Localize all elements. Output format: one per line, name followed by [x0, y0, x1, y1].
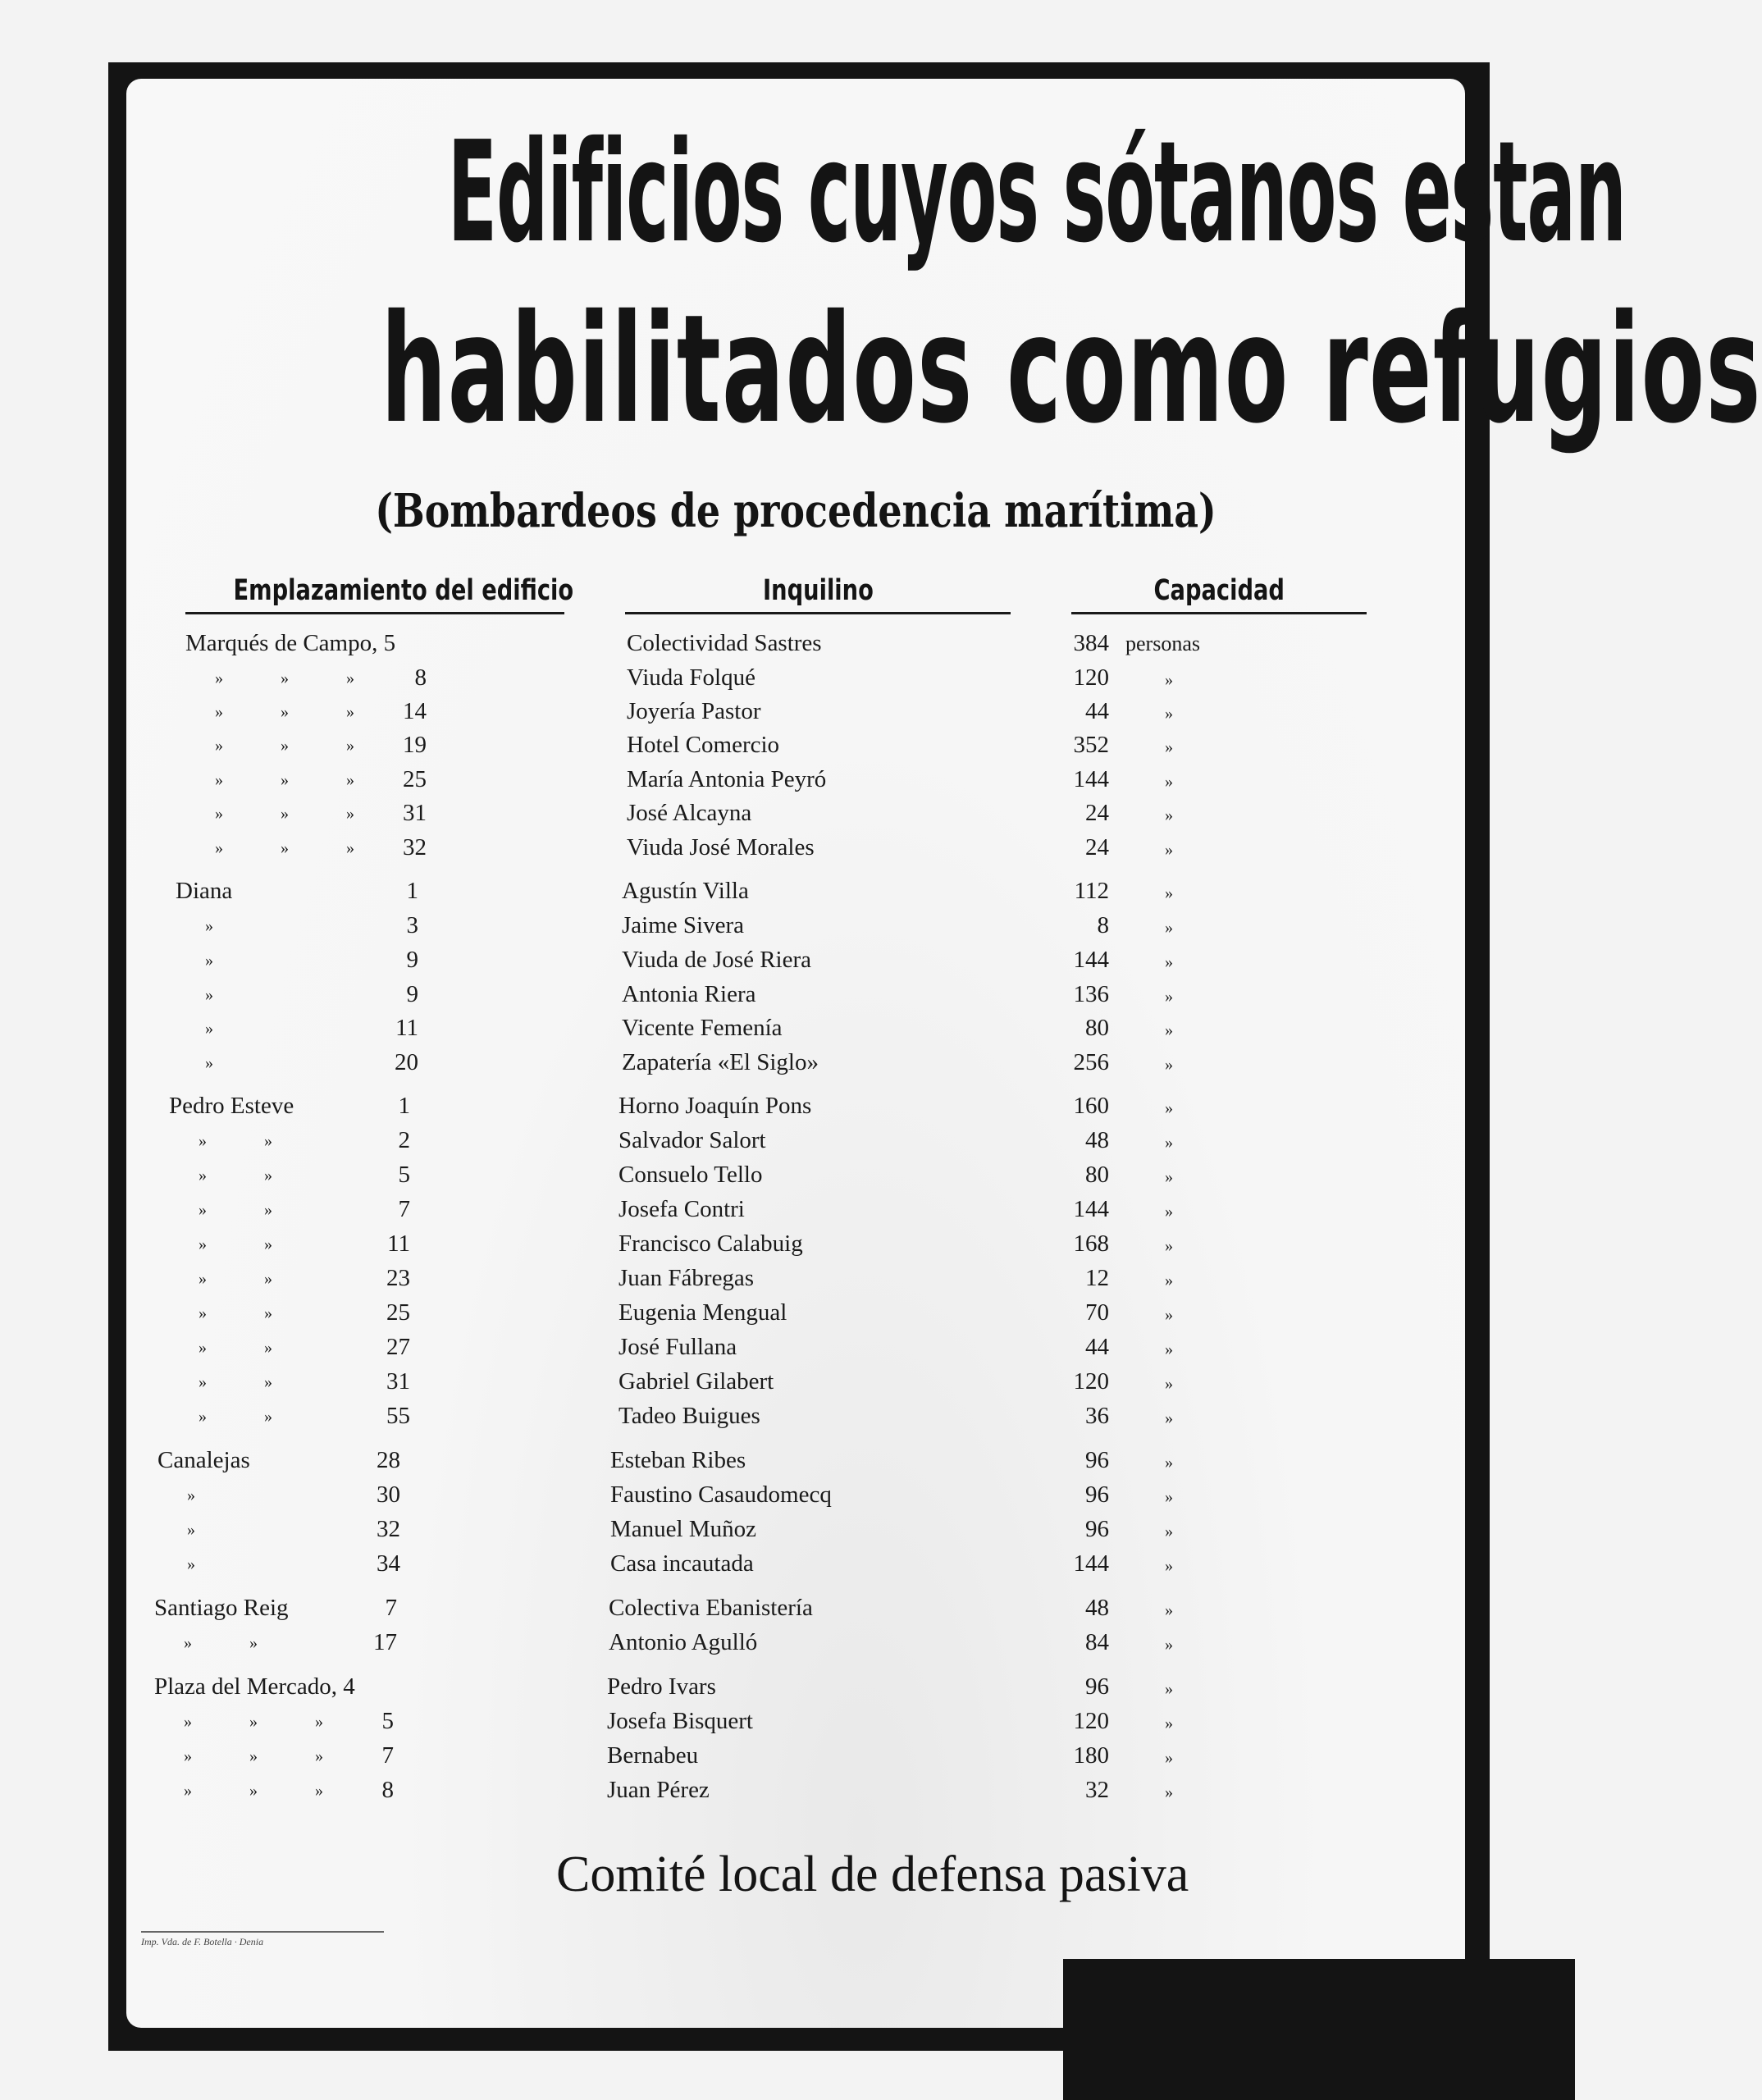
tenant-name: Faustino Casaudomecq — [610, 1481, 832, 1508]
capacity-value: 80 — [1085, 1162, 1109, 1188]
street-number: 8 — [414, 664, 427, 691]
ditto-mark: » — [281, 669, 289, 687]
ditto-mark: » — [264, 1201, 272, 1219]
capacity-unit: » — [1165, 705, 1173, 723]
tenant-name: Josefa Contri — [619, 1196, 745, 1222]
ditto-mark: » — [215, 703, 223, 721]
capacity-value: 80 — [1085, 1015, 1109, 1041]
capacity-value: 256 — [1073, 1049, 1109, 1075]
table-row — [0, 1196, 1575, 1229]
ditto-mark: » — [281, 839, 289, 857]
street-number: 7 — [398, 1196, 410, 1222]
table-row — [0, 630, 1575, 663]
ditto-mark: » — [264, 1132, 272, 1150]
capacity-value: 112 — [1074, 878, 1109, 904]
capacity-unit: » — [1165, 1237, 1173, 1255]
tenant-name: Pedro Ivars — [607, 1673, 716, 1700]
capacity-value: 44 — [1085, 698, 1109, 724]
table-row — [0, 766, 1575, 799]
tenant-name: Manuel Muñoz — [610, 1516, 756, 1542]
table-row — [0, 834, 1575, 867]
column-header-location: Emplazamiento del edificio — [185, 574, 564, 614]
table-row — [0, 1673, 1575, 1706]
capacity-value: 120 — [1073, 664, 1109, 691]
tenant-name: José Alcayna — [627, 800, 752, 826]
tenant-name: Juan Pérez — [607, 1777, 710, 1803]
ditto-mark: » — [281, 771, 289, 789]
street-name: Canalejas — [157, 1447, 250, 1473]
poster-title-line-1: Edificios cuyos sótanos estan — [447, 112, 1626, 274]
ditto-mark: » — [264, 1408, 272, 1426]
capacity-unit: » — [1165, 671, 1173, 689]
ditto-mark: » — [205, 1054, 213, 1072]
capacity-unit: » — [1165, 1306, 1173, 1324]
ditto-mark: » — [215, 839, 223, 857]
capacity-unit: » — [1165, 1557, 1173, 1575]
ditto-mark: » — [264, 1166, 272, 1185]
ditto-mark: » — [187, 1486, 195, 1504]
capacity-unit: » — [1165, 1021, 1173, 1039]
capacity-unit: » — [1165, 806, 1173, 824]
tenant-name: Bernabeu — [607, 1742, 699, 1769]
ditto-mark: » — [199, 1304, 207, 1322]
table-row — [0, 1230, 1575, 1263]
capacity-value: 84 — [1085, 1629, 1109, 1655]
capacity-unit: » — [1165, 1099, 1173, 1117]
ditto-mark: » — [264, 1270, 272, 1288]
capacity-unit: » — [1165, 1409, 1173, 1427]
capacity-unit: » — [1165, 1522, 1173, 1541]
table-row — [0, 1299, 1575, 1332]
table-row — [0, 1447, 1575, 1480]
street-name: Santiago Reig — [154, 1595, 289, 1621]
capacity-value: 48 — [1085, 1127, 1109, 1153]
ditto-mark: » — [315, 1782, 323, 1800]
ditto-mark: » — [199, 1270, 207, 1288]
street-number: 23 — [386, 1265, 410, 1291]
capacity-unit: » — [1165, 1749, 1173, 1767]
ditto-mark: » — [199, 1408, 207, 1426]
capacity-unit: » — [1165, 1056, 1173, 1074]
table-row — [0, 1595, 1575, 1628]
capacity-unit: » — [1165, 1783, 1173, 1801]
table-row — [0, 1049, 1575, 1082]
ditto-mark: » — [184, 1713, 192, 1731]
capacity-value: 168 — [1073, 1230, 1109, 1257]
tenant-name: Antonio Agulló — [609, 1629, 758, 1655]
street-number: 9 — [406, 981, 418, 1007]
capacity-unit: » — [1165, 884, 1173, 902]
capacity-unit: » — [1165, 1340, 1173, 1358]
table-row — [0, 1093, 1575, 1125]
ditto-mark: » — [184, 1634, 192, 1652]
capacity-unit: » — [1165, 1680, 1173, 1698]
capacity-value: 352 — [1073, 732, 1109, 758]
capacity-value: 70 — [1085, 1299, 1109, 1326]
table-row — [0, 1162, 1575, 1194]
tenant-name: Eugenia Mengual — [619, 1299, 787, 1326]
capacity-value: 180 — [1073, 1742, 1109, 1769]
capacity-value: 24 — [1085, 800, 1109, 826]
capacity-value: 96 — [1085, 1481, 1109, 1508]
ditto-mark: » — [315, 1747, 323, 1765]
ditto-mark: » — [281, 737, 289, 755]
ditto-mark: » — [264, 1339, 272, 1357]
ditto-mark: » — [264, 1373, 272, 1391]
table-row — [0, 1403, 1575, 1436]
table-row — [0, 1742, 1575, 1775]
tenant-name: Joyería Pastor — [627, 698, 761, 724]
issuer-signature: Comité local de defensa pasiva — [556, 1847, 1189, 1902]
table-row — [0, 1334, 1575, 1367]
street-number: 32 — [377, 1516, 400, 1542]
capacity-unit: » — [1165, 1488, 1173, 1506]
ditto-mark: » — [199, 1235, 207, 1253]
ditto-mark: » — [215, 771, 223, 789]
capacity-value: 12 — [1085, 1265, 1109, 1291]
tenant-name: Francisco Calabuig — [619, 1230, 803, 1257]
capacity-value: 96 — [1085, 1516, 1109, 1542]
column-header-tenant: Inquilino — [625, 574, 1011, 614]
capacity-value: 8 — [1097, 912, 1109, 938]
ditto-mark: » — [205, 952, 213, 970]
street-number: 34 — [377, 1550, 400, 1577]
street-number: 8 — [381, 1777, 394, 1803]
capacity-unit: personas — [1125, 632, 1200, 655]
tenant-name: Zapatería «El Siglo» — [622, 1049, 819, 1075]
capacity-value: 36 — [1085, 1403, 1109, 1429]
capacity-value: 32 — [1085, 1777, 1109, 1803]
table-row — [0, 1777, 1575, 1810]
table-row — [0, 732, 1575, 765]
ditto-mark: » — [315, 1713, 323, 1731]
table-row — [0, 878, 1575, 911]
table-row — [0, 1015, 1575, 1048]
capacity-unit: » — [1165, 1636, 1173, 1654]
capacity-value: 144 — [1073, 947, 1109, 973]
ditto-mark: » — [199, 1132, 207, 1150]
tenant-name: Consuelo Tello — [619, 1162, 763, 1188]
capacity-unit: » — [1165, 1714, 1173, 1732]
tenant-name: Viuda Folqué — [627, 664, 755, 691]
tenant-name: Colectiva Ebanistería — [609, 1595, 813, 1621]
tenant-name: Casa incautada — [610, 1550, 754, 1577]
ditto-mark: » — [346, 805, 354, 823]
capacity-value: 48 — [1085, 1595, 1109, 1621]
street-number: 1 — [398, 1093, 410, 1119]
capacity-unit: » — [1165, 1203, 1173, 1221]
tenant-name: Agustín Villa — [622, 878, 749, 904]
capacity-value: 120 — [1073, 1708, 1109, 1734]
ditto-mark: » — [199, 1373, 207, 1391]
tenant-name: Gabriel Gilabert — [619, 1368, 774, 1395]
table-row — [0, 1127, 1575, 1160]
ditto-mark: » — [215, 669, 223, 687]
column-header-capacity: Capacidad — [1071, 574, 1367, 614]
street-number: 1 — [406, 878, 418, 904]
capacity-value: 120 — [1073, 1368, 1109, 1395]
capacity-unit: » — [1165, 1454, 1173, 1472]
ditto-mark: » — [264, 1235, 272, 1253]
capacity-value: 144 — [1073, 1196, 1109, 1222]
street-number: 11 — [387, 1230, 410, 1257]
street-name: Diana — [176, 878, 233, 904]
street-number: 2 — [398, 1127, 410, 1153]
ditto-mark: » — [199, 1166, 207, 1185]
capacity-value: 44 — [1085, 1334, 1109, 1360]
ditto-mark: » — [184, 1782, 192, 1800]
table-row — [0, 981, 1575, 1014]
street-name: Pedro Esteve — [169, 1093, 294, 1119]
tenant-name: Viuda de José Riera — [622, 947, 811, 973]
poster-title-line-2: habilitados como refugios — [381, 282, 1762, 456]
tenant-name: Juan Fábregas — [619, 1265, 755, 1291]
ditto-mark: » — [281, 703, 289, 721]
capacity-unit: » — [1165, 1134, 1173, 1152]
table-row — [0, 1265, 1575, 1298]
street-name: Marqués de Campo, 5 — [185, 630, 396, 656]
printer-mark: Imp. Vda. de F. Botella · Denia — [141, 1931, 384, 1948]
tenant-name: Antonia Riera — [622, 981, 756, 1007]
tenant-name: María Antonia Peyró — [627, 766, 827, 792]
ditto-mark: » — [184, 1747, 192, 1765]
ditto-mark: » — [249, 1634, 258, 1652]
ditto-mark: » — [281, 805, 289, 823]
street-number: 32 — [403, 834, 427, 861]
ditto-mark: » — [346, 771, 354, 789]
table-row — [0, 912, 1575, 945]
street-number: 25 — [386, 1299, 410, 1326]
street-number: 31 — [403, 800, 427, 826]
background-object — [1063, 1959, 1575, 2100]
table-row — [0, 1629, 1575, 1662]
ditto-mark: » — [199, 1339, 207, 1357]
street-number: 5 — [398, 1162, 410, 1188]
tenant-name: Horno Joaquín Pons — [619, 1093, 812, 1119]
tenant-name: Salvador Salort — [619, 1127, 766, 1153]
tenant-name: Vicente Femenía — [622, 1015, 783, 1041]
capacity-value: 160 — [1073, 1093, 1109, 1119]
capacity-unit: » — [1165, 1168, 1173, 1186]
ditto-mark: » — [346, 669, 354, 687]
capacity-value: 96 — [1085, 1447, 1109, 1473]
ditto-mark: » — [264, 1304, 272, 1322]
capacity-unit: » — [1165, 953, 1173, 971]
street-number: 20 — [395, 1049, 418, 1075]
tenant-name: Josefa Bisquert — [607, 1708, 753, 1734]
street-number: 27 — [386, 1334, 410, 1360]
capacity-value: 144 — [1073, 766, 1109, 792]
street-number: 5 — [381, 1708, 394, 1734]
street-number: 28 — [377, 1447, 400, 1473]
tenant-name: Tadeo Buigues — [619, 1403, 760, 1429]
capacity-unit: » — [1165, 988, 1173, 1006]
table-row — [0, 698, 1575, 731]
tenant-name: José Fullana — [619, 1334, 737, 1360]
street-number: 9 — [406, 947, 418, 973]
ditto-mark: » — [199, 1201, 207, 1219]
capacity-unit: » — [1165, 841, 1173, 859]
street-number: 7 — [385, 1595, 397, 1621]
street-number: 55 — [386, 1403, 410, 1429]
ditto-mark: » — [346, 839, 354, 857]
ditto-mark: » — [187, 1555, 195, 1573]
table-row — [0, 1481, 1575, 1514]
table-row — [0, 947, 1575, 979]
street-number: 19 — [403, 732, 427, 758]
tenant-name: Colectividad Sastres — [627, 630, 822, 656]
street-number: 25 — [403, 766, 427, 792]
ditto-mark: » — [249, 1782, 258, 1800]
capacity-unit: » — [1165, 773, 1173, 791]
capacity-unit: » — [1165, 738, 1173, 756]
street-number: 7 — [381, 1742, 394, 1769]
capacity-unit: » — [1165, 1271, 1173, 1290]
table-row — [0, 1516, 1575, 1549]
capacity-value: 144 — [1073, 1550, 1109, 1577]
ditto-mark: » — [346, 737, 354, 755]
ditto-mark: » — [215, 805, 223, 823]
tenant-name: Viuda José Morales — [627, 834, 815, 861]
capacity-value: 384 — [1073, 630, 1109, 656]
table-row — [0, 800, 1575, 833]
street-number: 11 — [395, 1015, 418, 1041]
street-number: 17 — [373, 1629, 397, 1655]
table-row — [0, 1708, 1575, 1741]
capacity-value: 24 — [1085, 834, 1109, 861]
ditto-mark: » — [215, 737, 223, 755]
capacity-value: 136 — [1073, 981, 1109, 1007]
capacity-value: 96 — [1085, 1673, 1109, 1700]
ditto-mark: » — [205, 1020, 213, 1038]
table-row — [0, 1368, 1575, 1401]
capacity-unit: » — [1165, 1601, 1173, 1619]
capacity-unit: » — [1165, 1375, 1173, 1393]
tenant-name: Jaime Sivera — [622, 912, 744, 938]
ditto-mark: » — [249, 1747, 258, 1765]
tenant-name: Esteban Ribes — [610, 1447, 746, 1473]
ditto-mark: » — [205, 917, 213, 935]
ditto-mark: » — [249, 1713, 258, 1731]
table-row — [0, 1550, 1575, 1583]
tenant-name: Hotel Comercio — [627, 732, 780, 758]
ditto-mark: » — [346, 703, 354, 721]
street-name: Plaza del Mercado, 4 — [154, 1673, 355, 1700]
street-number: 30 — [377, 1481, 400, 1508]
ditto-mark: » — [205, 986, 213, 1004]
street-number: 14 — [403, 698, 427, 724]
ditto-mark: » — [187, 1521, 195, 1539]
table-row — [0, 664, 1575, 697]
street-number: 31 — [386, 1368, 410, 1395]
poster-subtitle: (Bombardeos de procedencia marítima) — [375, 484, 1217, 538]
street-number: 3 — [406, 912, 418, 938]
capacity-unit: » — [1165, 919, 1173, 937]
